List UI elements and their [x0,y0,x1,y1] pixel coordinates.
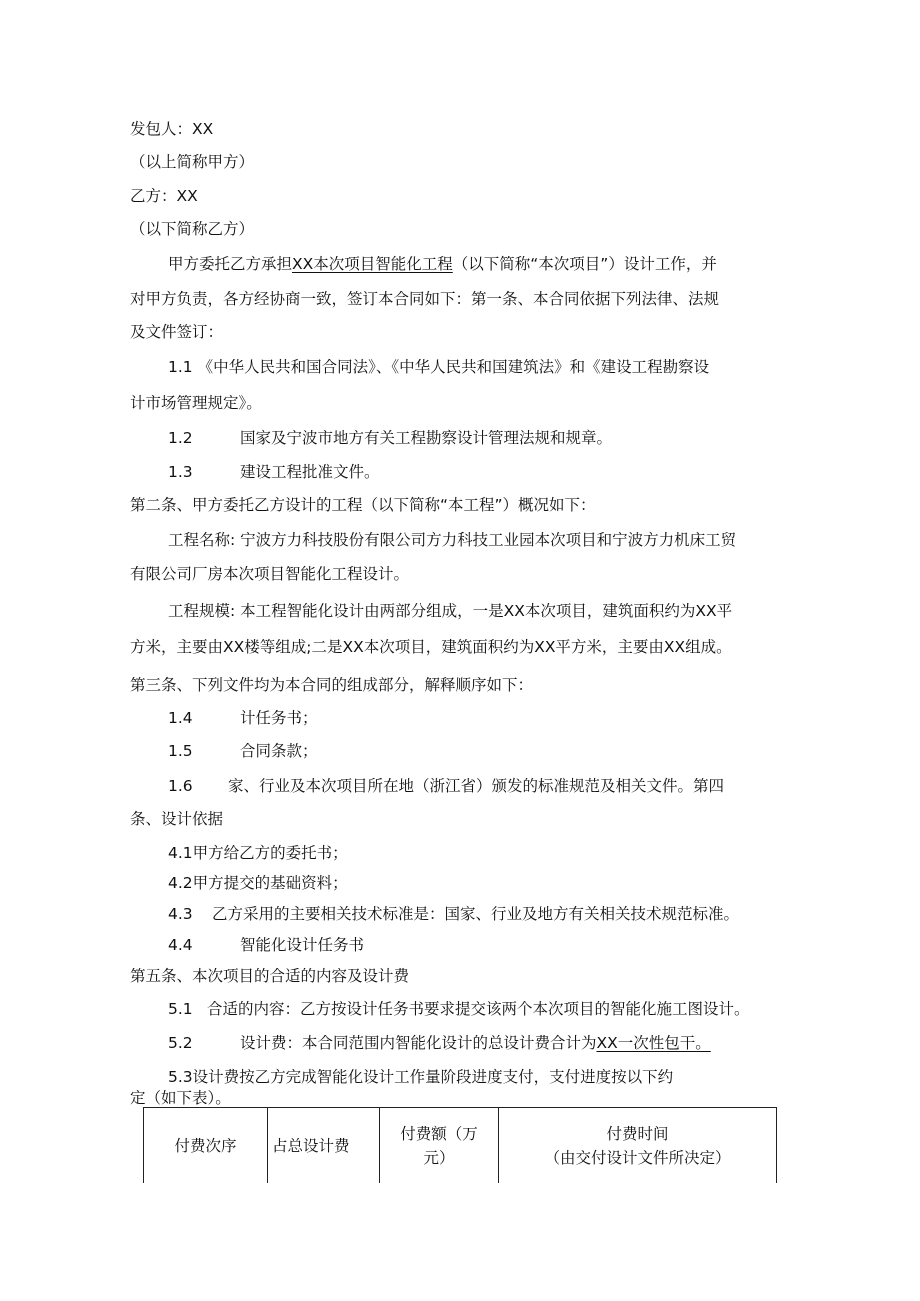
clause-4-1: 4.1甲方给乙方的委托书； [168,844,348,862]
header-amount-line-2: 元） [423,1148,455,1167]
clause-4-3-number: 4.3 [168,905,193,923]
article-2: 第二条、甲方委托乙方设计的工程（以下简称“本工程”）概况如下： [130,496,596,514]
table-header-row [144,1108,777,1184]
project-scale-line-2: 方米，主要由XX楼等组成;二是XX本次项目，建筑面积约为XX平方米，主要由XX组成。 [130,638,732,656]
clause-4-4-text: 智能化设计任务书 [240,936,365,954]
clause-5-3-line-1: 5.3设计费按乙方完成智能化设计工作量阶段进度支付，支付进度按以下约 [168,1068,674,1086]
party-a-line: 发包人：XX [130,120,214,138]
header-payment-order [144,1108,268,1184]
project-name-line-1: 工程名称: 宁波方力科技股份有限公司方力科技工业园本次项目和宁波方力机床工贸 [168,531,737,549]
clause-5-1-text: 合适的内容：乙方按设计任务书要求提交该两个本次项目的智能化施工图设计。 [207,1000,750,1018]
clause-1-4-text: 计任务书； [240,709,318,727]
article-4-continuation: 条、设计依据 [130,810,224,828]
clause-1-2-text: 国家及宁波市地方有关工程勘察设计管理法规和规章。 [240,429,613,447]
project-scale-line-1: 工程规模: 本工程智能化设计由两部分组成，一是XX本次项目，建筑面积约为XX平 [168,602,733,620]
clause-1-3-number: 1.3 [168,463,193,481]
header-time-line-2: （由交付设计文件所决定） [544,1148,731,1167]
header-amount-line-1: 付费额（万 [400,1124,478,1143]
clause-1-6-text: 家、行业及本次项目所在地（浙江省）颁发的标准规范及相关文件。第四 [228,777,725,795]
clause-1-5-text: 合同条款； [240,742,318,760]
header-percent-of-fee [268,1108,380,1184]
clause-5-3-line-2: 定（如下表）。 [130,1089,231,1107]
clause-1-1-line-1: 1.1 《中华人民共和国合同法》、《中华人民共和国建筑法》和《建设工程勘察设 [168,358,710,376]
clause-5-2-number: 5.2 [168,1034,193,1052]
clause-5-1-number: 5.1 [168,1000,193,1018]
clause-4-2: 4.2甲方提交的基础资料； [168,874,348,892]
party-b-line: 乙方：XX [130,187,198,205]
clause-1-5-number: 1.5 [168,742,193,760]
clause-5-2-text [240,1032,711,1054]
intro-project-name: XX本次项目智能化工程 [292,255,453,273]
clause-1-1-line-2: 计市场管理规定》。 [130,394,262,412]
clause-5-2-text-pre: 设计费：本合同范围内智能化设计的总设计费合计为 [240,1034,597,1052]
clause-1-4-number: 1.4 [168,709,193,727]
clause-1-2-number: 1.2 [168,429,193,447]
intro-line-3: 及文件签订： [130,323,224,341]
clause-4-3-text: 乙方采用的主要相关技术标准是：国家、行业及地方有关相关技术规范标准。 [212,905,740,923]
intro-line-1 [168,253,717,275]
clause-4-4-number: 4.4 [168,936,193,954]
clause-1-3-text: 建设工程批准文件。 [240,463,380,481]
fee-schedule-table [143,1107,777,1183]
intro-post: （以下简称“本次项目”）设计工作，并 [452,255,717,273]
article-3: 第三条、下列文件均为本合同的组成部分，解释顺序如下： [130,676,534,694]
project-name-line-2: 有限公司厂房本次项目智能化工程设计。 [130,565,410,583]
header-payment-time [499,1108,777,1184]
header-time-line-1: 付费时间 [606,1124,669,1143]
header-payment-amount [380,1108,499,1184]
intro-line-2: 对甲方负责，各方经协商一致，签订本合同如下：第一条、本合同依据下列法律、法规 [130,290,720,308]
clause-1-6-number: 1.6 [168,777,193,795]
header-payment-order-label: 付费次序 [174,1136,237,1155]
clause-5-2-total-fee: XX一次性包干。 [596,1034,711,1052]
party-a-note: （以上简称甲方） [130,153,255,171]
party-b-note: （以下简称乙方） [130,220,255,238]
article-5: 第五条、本次项目的合适的内容及设计费 [130,967,410,985]
intro-pre: 甲方委托乙方承担 [168,255,293,273]
header-percent-label: 占总设计费 [272,1136,350,1155]
